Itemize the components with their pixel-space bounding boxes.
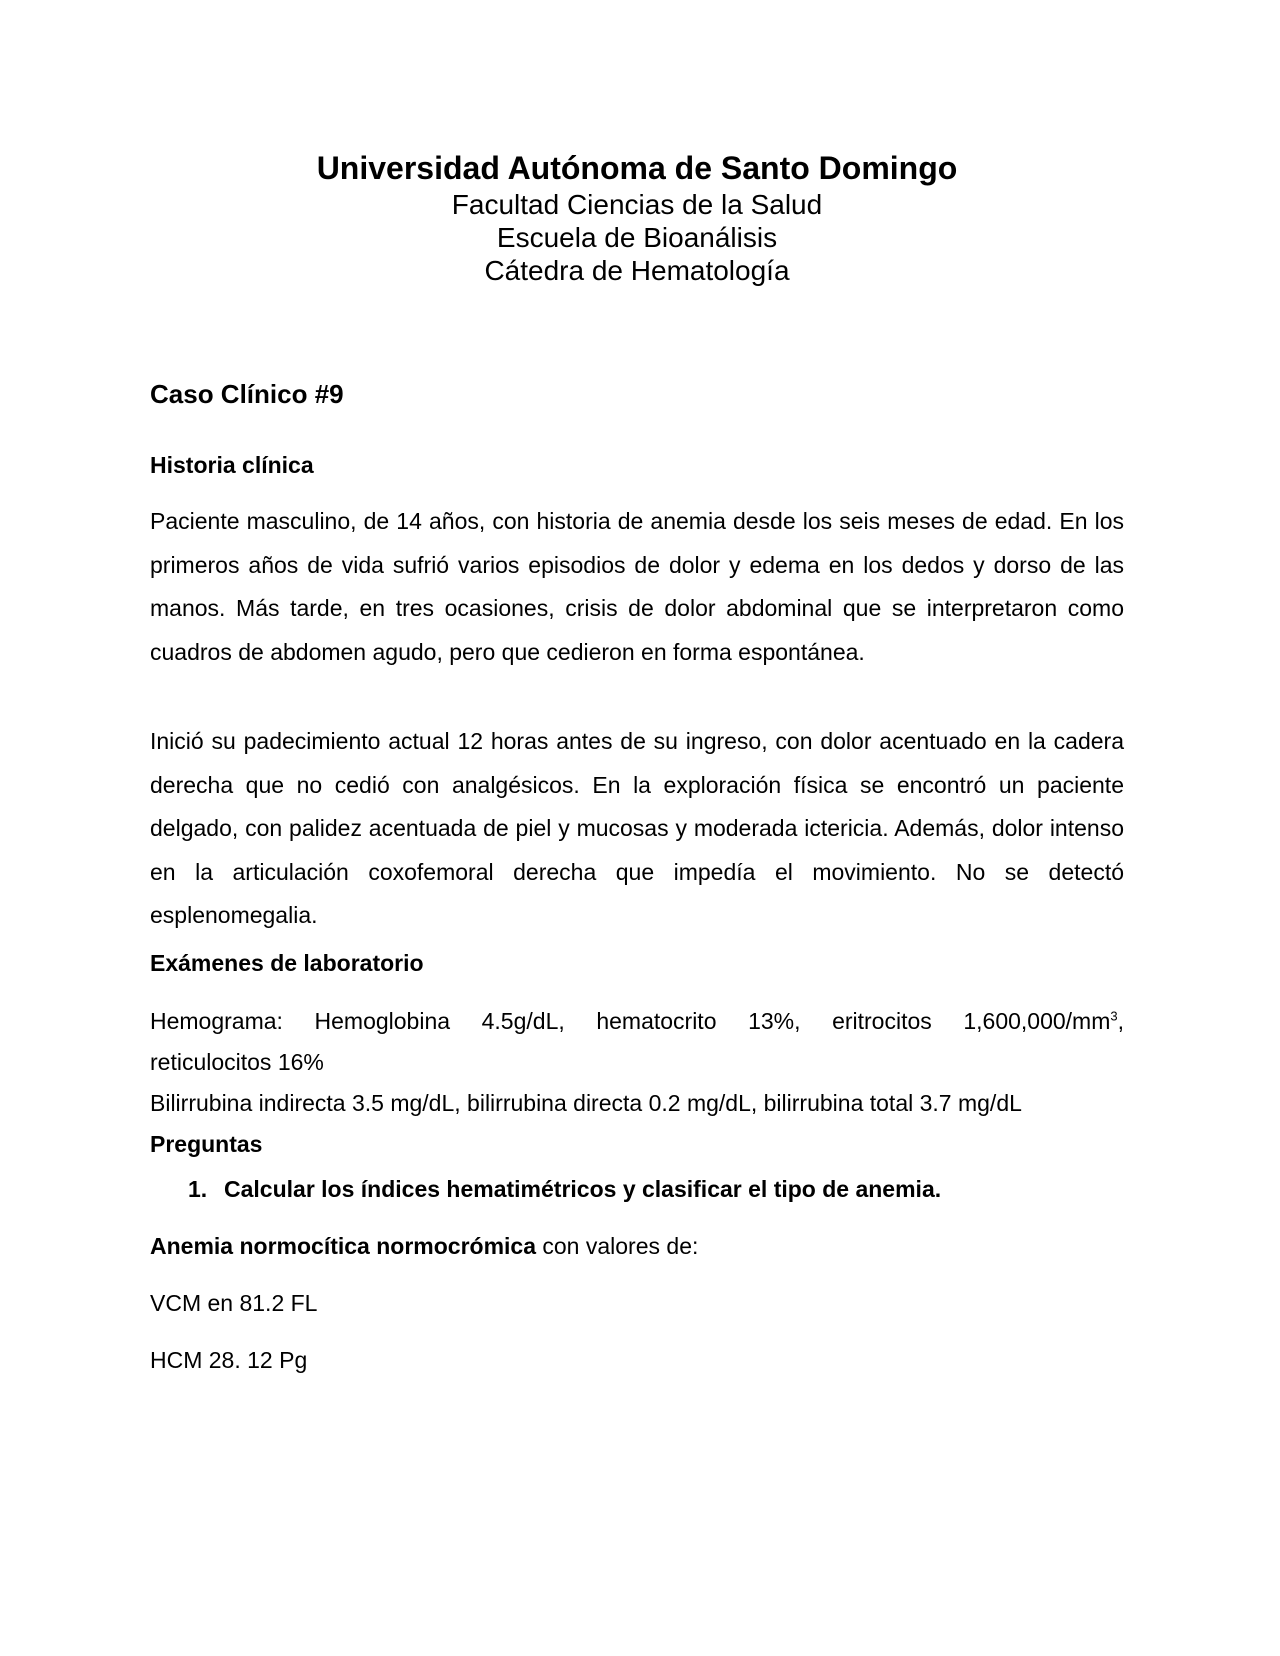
hemogram-line-2: reticulocitos 16% bbox=[150, 1049, 324, 1075]
vcm-value: VCM en 81.2 FL bbox=[150, 1290, 318, 1316]
question-1 bbox=[188, 1174, 941, 1204]
chair-name: Cátedra de Hematología bbox=[484, 255, 790, 286]
question-1-text: Calcular los índices hematimétricos y clasificar el tipo de anemia. bbox=[224, 1176, 942, 1202]
history-heading: Historia clínica bbox=[150, 452, 314, 478]
answer-classification: Anemia normocítica normocrómica bbox=[150, 1233, 536, 1259]
history-paragraph-1: Paciente masculino, de 14 años, con historia de anemia desde los seis meses de edad. En los primeros años de vida sufrió varios episodios de dolor y edema en los dedos y dorso de las manos. Más tarde, en tres ocasiones, crisis de dolor abdominal que se interpretaron como cuadros de abdomen agudo, pero que cedieron en forma espontánea. bbox=[150, 508, 1124, 665]
document-header bbox=[150, 148, 1124, 287]
hemogram-text: Hemograma: Hemoglobina 4.5g/dL, hematocrito 13%, eritrocitos 1,600,000/mm bbox=[150, 1008, 1111, 1034]
school-name: Escuela de Bioanálisis bbox=[496, 222, 778, 253]
questions-heading: Preguntas bbox=[150, 1131, 263, 1157]
faculty-name: Facultad Ciencias de la Salud bbox=[451, 189, 823, 220]
hemogram-line-1 bbox=[150, 1006, 1124, 1036]
labs-heading: Exámenes de laboratorio bbox=[150, 950, 424, 976]
answer-line bbox=[150, 1231, 1124, 1261]
university-name: Universidad Autónoma de Santo Domingo bbox=[316, 150, 958, 186]
hemogram-superscript: 3 bbox=[1110, 1008, 1118, 1024]
answer-rest: con valores de: bbox=[536, 1233, 699, 1259]
question-1-number: 1. bbox=[188, 1176, 208, 1202]
history-paragraph-2: Inició su padecimiento actual 12 horas antes de su ingreso, con dolor acentuado en la cadera derecha que no cedió con analgésicos. En la exploración física se encontró un paciente delgado, con palidez acentuada de piel y mucosas y moderada ictericia. Además, dolor intenso en la articulación coxofemoral derecha que impedía el movimiento. No se detectó esplenomegalia. bbox=[150, 728, 1124, 928]
hcm-value: HCM 28. 12 Pg bbox=[150, 1347, 308, 1373]
bilirubin-line: Bilirrubina indirecta 3.5 mg/dL, bilirrubina directa 0.2 mg/dL, bilirrubina total 3.7 mg/dL bbox=[150, 1090, 1022, 1116]
hemogram-comma: , bbox=[1117, 1008, 1124, 1034]
document-page bbox=[150, 0, 1124, 1656]
case-title: Caso Clínico #9 bbox=[150, 379, 344, 409]
